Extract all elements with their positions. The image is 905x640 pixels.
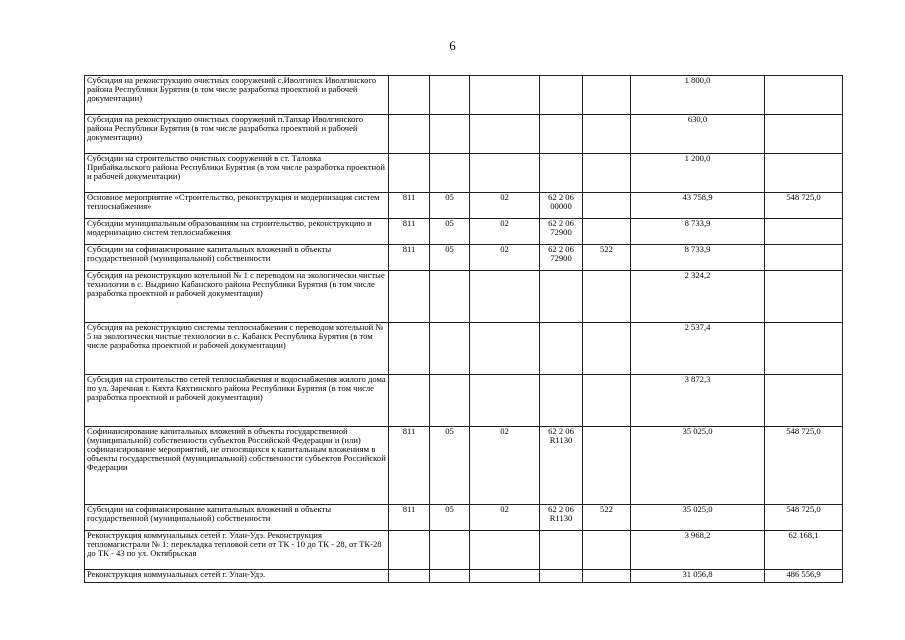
- amount-next-year: [765, 76, 843, 115]
- target-article-code: [540, 531, 583, 570]
- section-code: [430, 531, 470, 570]
- grbs-code: [389, 154, 430, 193]
- amount-next-year: [765, 219, 843, 245]
- section-code: [430, 76, 470, 115]
- expense-type-code: [583, 76, 631, 115]
- target-article-code: [540, 76, 583, 115]
- subsection-code: 02: [470, 219, 540, 245]
- expense-type-code: [583, 271, 631, 323]
- row-name: Субсидии муниципальным образованиям на строительство, реконструкцию и модернизацию систем теплоснабжения: [85, 219, 389, 245]
- expense-type-code: [583, 375, 631, 427]
- amount-current-year: 3 872,3: [631, 375, 765, 427]
- target-article-code: 62 2 06 00000: [540, 193, 583, 219]
- amount-current-year: 1 200,0: [631, 154, 765, 193]
- amount-next-year: 62 168,1: [765, 531, 843, 570]
- subsection-code: 02: [470, 245, 540, 271]
- table-row: [85, 115, 843, 154]
- subsection-code: [470, 115, 540, 154]
- grbs-code: [389, 76, 430, 115]
- amount-next-year: [765, 154, 843, 193]
- amount-current-year: 8 733,9: [631, 219, 765, 245]
- amount-current-year: 3 968,2: [631, 531, 765, 570]
- target-article-code: 62 2 06 72900: [540, 245, 583, 271]
- expense-type-code: [583, 570, 631, 583]
- row-name: Субсидия на строительство сетей теплоснабжения и водоснабжения жилого дома по ул. Заречная г. Кяхта Кяхтинского района Республики Бурятия (в том числе разработка проектной и рабочей документации): [85, 375, 389, 427]
- amount-current-year: 43 758,9: [631, 193, 765, 219]
- row-name: Основное мероприятие «Строительство, реконструкция и модернизация систем теплоснабжения»: [85, 193, 389, 219]
- amount-current-year: 8 733,9: [631, 245, 765, 271]
- expense-type-code: [583, 323, 631, 375]
- expense-type-code: [583, 427, 631, 505]
- row-name: Субсидия на реконструкцию очистных сооружений с.Иволгинск Иволгинского района Республики Бурятия (в том числе разработка проектной и рабочей документации): [85, 76, 389, 115]
- subsection-code: [470, 271, 540, 323]
- subsection-code: [470, 531, 540, 570]
- section-code: 05: [430, 427, 470, 505]
- amount-next-year: [765, 115, 843, 154]
- grbs-code: 811: [389, 245, 430, 271]
- table-row: [85, 219, 843, 245]
- amount-current-year: 630,0: [631, 115, 765, 154]
- subsection-code: [470, 154, 540, 193]
- row-name: Субсидии на софинансирование капитальных вложений в объекты государственной (муниципальной) собственности: [85, 245, 389, 271]
- grbs-code: [389, 323, 430, 375]
- target-article-code: 62 2 06 R1130: [540, 427, 583, 505]
- row-name: Субсидия на реконструкцию системы теплоснабжения с переводом котельной № 5 на экологически чистые технологии в с. Кабанск Республика Бурятия (в том числе разработка проектной и рабочей документации): [85, 323, 389, 375]
- amount-current-year: 35 025,0: [631, 427, 765, 505]
- row-name: Реконструкция коммунальных сетей г. Улан-Удэ.: [85, 570, 389, 583]
- grbs-code: 811: [389, 219, 430, 245]
- expense-type-code: [583, 115, 631, 154]
- grbs-code: 811: [389, 427, 430, 505]
- target-article-code: 62 2 06 72900: [540, 219, 583, 245]
- grbs-code: [389, 531, 430, 570]
- expense-type-code: [583, 531, 631, 570]
- table-row: [85, 531, 843, 570]
- section-code: 05: [430, 219, 470, 245]
- table-row: [85, 505, 843, 531]
- expense-type-code: 522: [583, 245, 631, 271]
- subsection-code: 02: [470, 427, 540, 505]
- subsection-code: [470, 323, 540, 375]
- section-code: [430, 115, 470, 154]
- table-row: [85, 271, 843, 323]
- target-article-code: [540, 323, 583, 375]
- target-article-code: [540, 375, 583, 427]
- amount-next-year: 548 725,0: [765, 193, 843, 219]
- row-name: Софинансирование капитальных вложений в объекты государственной (муниципальной) собственности субъектов Российской Федерации и (или) софинансирование мероприятий, не относящихся к капитальным вложениям в объекты государственной (муниципальной) собственности субъектов Российской Федерации: [85, 427, 389, 505]
- amount-next-year: 486 556,9: [765, 570, 843, 583]
- section-code: [430, 154, 470, 193]
- row-name: Субсидии на софинансирование капитальных вложений в объекты государственной (муниципальной) собственности: [85, 505, 389, 531]
- target-article-code: [540, 570, 583, 583]
- expense-type-code: 522: [583, 505, 631, 531]
- subsection-code: [470, 76, 540, 115]
- section-code: 05: [430, 245, 470, 271]
- subsection-code: [470, 570, 540, 583]
- amount-current-year: 2 324,2: [631, 271, 765, 323]
- table-row: [85, 76, 843, 115]
- row-name: Реконструкция коммунальных сетей г. Улан-Удэ. Реконструкция тепломагистрали № 1: перекладка тепловой сети от ТК - 10 до ТК - 28, от ТК-28 до ТК - 43 по ул. Октябрьская: [85, 531, 389, 570]
- row-name: Субсидии на строительство очистных сооружений в ст. Таловка Прибайкальского района Республики Бурятия (в том числе разработка проектной и рабочей документации): [85, 154, 389, 193]
- grbs-code: [389, 375, 430, 427]
- table-row: [85, 154, 843, 193]
- section-code: [430, 323, 470, 375]
- table-row: [85, 375, 843, 427]
- table-row: [85, 427, 843, 505]
- budget-table: [84, 75, 843, 583]
- amount-next-year: [765, 323, 843, 375]
- target-article-code: [540, 115, 583, 154]
- section-code: 05: [430, 505, 470, 531]
- amount-next-year: [765, 375, 843, 427]
- expense-type-code: [583, 193, 631, 219]
- section-code: 05: [430, 193, 470, 219]
- amount-next-year: [765, 271, 843, 323]
- section-code: [430, 570, 470, 583]
- table-row: [85, 245, 843, 271]
- page-number: 6: [449, 38, 456, 53]
- row-name: Субсидия на реконструкцию котельной № 1 с переводом на экологически чистые технологии в с. Выдрино Кабанского района Республики Бурятия (в том числе разработка проектной и рабочей документации): [85, 271, 389, 323]
- section-code: [430, 271, 470, 323]
- amount-current-year: 31 056,8: [631, 570, 765, 583]
- grbs-code: [389, 271, 430, 323]
- target-article-code: [540, 271, 583, 323]
- table-row: [85, 193, 843, 219]
- amount-current-year: 35 025,0: [631, 505, 765, 531]
- amount-next-year: [765, 245, 843, 271]
- expense-type-code: [583, 154, 631, 193]
- amount-current-year: 2 537,4: [631, 323, 765, 375]
- amount-next-year: 548 725,0: [765, 427, 843, 505]
- subsection-code: [470, 375, 540, 427]
- amount-current-year: 1 800,0: [631, 76, 765, 115]
- row-name: Субсидия на реконструкцию очистных сооружений п.Тапхар Иволгинского района Республики Бурятия (в том числе разработка проектной и рабочей документации): [85, 115, 389, 154]
- section-code: [430, 375, 470, 427]
- target-article-code: 62 2 06 R1130: [540, 505, 583, 531]
- grbs-code: [389, 115, 430, 154]
- table-row: [85, 323, 843, 375]
- grbs-code: 811: [389, 505, 430, 531]
- expense-type-code: [583, 219, 631, 245]
- target-article-code: [540, 154, 583, 193]
- grbs-code: [389, 570, 430, 583]
- grbs-code: 811: [389, 193, 430, 219]
- subsection-code: 02: [470, 505, 540, 531]
- subsection-code: 02: [470, 193, 540, 219]
- amount-next-year: 548 725,0: [765, 505, 843, 531]
- table-row: [85, 570, 843, 583]
